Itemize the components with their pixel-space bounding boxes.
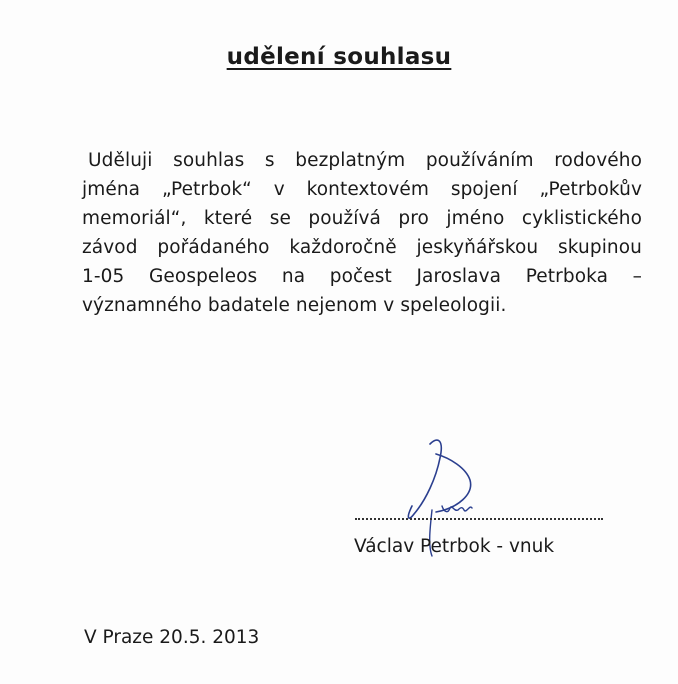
consent-paragraph — [82, 146, 642, 320]
paragraph-line: jména „Petrbok“ v kontextovém spojení „Petrbokův — [82, 179, 642, 200]
paragraph-line: Uděluji souhlas s bezplatným používáním rodového — [88, 150, 642, 171]
paragraph-line: závod pořádaného každoročně jeskyňářskou skupinou — [82, 237, 642, 258]
signer-name: Václav Petrbok - vnuk — [354, 536, 555, 557]
paragraph-line: memoriál“, které se používá pro jméno cyklistického — [82, 208, 642, 229]
place-and-date: V Praze 20.5. 2013 — [84, 627, 260, 648]
paragraph-line: 1-05 Geospeleos na počest Jaroslava Petrboka – — [82, 266, 642, 287]
document-title: udělení souhlasu — [226, 44, 452, 70]
signature-line — [355, 518, 603, 520]
paragraph-line: významného badatele nejenom v speleologii. — [82, 295, 507, 316]
